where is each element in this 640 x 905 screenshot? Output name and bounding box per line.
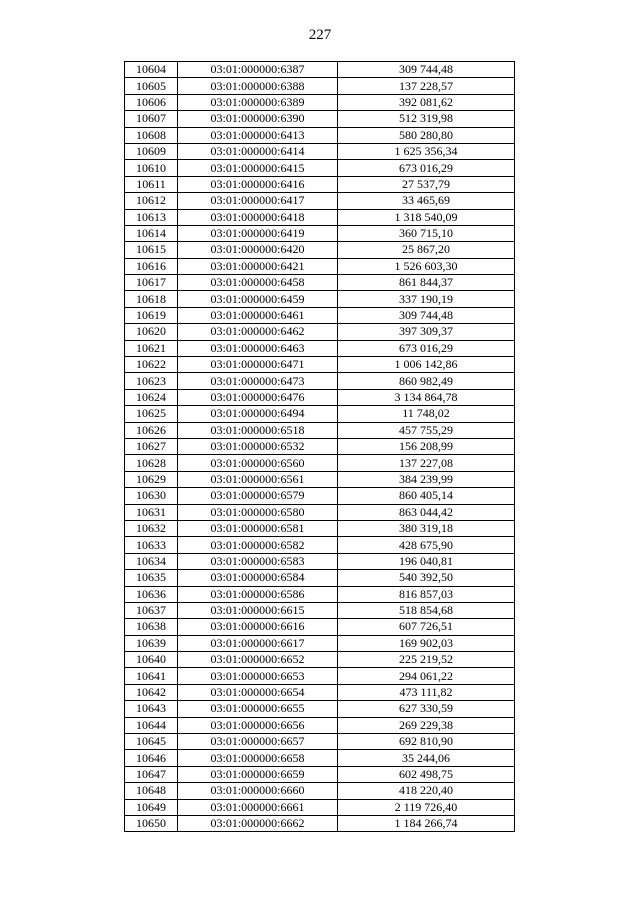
cadastral-value-cell: 1 006 142,86	[338, 357, 515, 373]
cadastral-number-cell: 03:01:000000:6416	[178, 176, 338, 192]
cadastral-value-cell: 196 040,81	[338, 553, 515, 569]
row-number-cell: 10645	[125, 734, 178, 750]
table-row	[125, 62, 515, 78]
cadastral-value-cell: 1 625 356,34	[338, 143, 515, 159]
cadastral-value-cell: 392 081,62	[338, 94, 515, 110]
row-number-cell: 10650	[125, 815, 178, 831]
row-number-cell: 10623	[125, 373, 178, 389]
table-row	[125, 209, 515, 225]
cadastral-value-cell: 294 061,22	[338, 668, 515, 684]
row-number-cell: 10640	[125, 652, 178, 668]
cadastral-number-cell: 03:01:000000:6389	[178, 94, 338, 110]
row-number-cell: 10627	[125, 438, 178, 454]
cadastral-number-cell: 03:01:000000:6656	[178, 717, 338, 733]
table-row	[125, 602, 515, 618]
cadastral-value-cell: 11 748,02	[338, 406, 515, 422]
cadastral-value-cell: 540 392,50	[338, 570, 515, 586]
cadastral-number-cell: 03:01:000000:6414	[178, 143, 338, 159]
cadastral-value-cell: 1 318 540,09	[338, 209, 515, 225]
cadastral-value-cell: 673 016,29	[338, 340, 515, 356]
table-row	[125, 127, 515, 143]
table-row	[125, 635, 515, 651]
cadastral-number-cell: 03:01:000000:6660	[178, 783, 338, 799]
row-number-cell: 10608	[125, 127, 178, 143]
row-number-cell: 10648	[125, 783, 178, 799]
cadastral-number-cell: 03:01:000000:6615	[178, 602, 338, 618]
row-number-cell: 10606	[125, 94, 178, 110]
cadastral-number-cell: 03:01:000000:6653	[178, 668, 338, 684]
cadastral-number-cell: 03:01:000000:6617	[178, 635, 338, 651]
cadastral-value-cell: 309 744,48	[338, 307, 515, 323]
row-number-cell: 10642	[125, 684, 178, 700]
row-number-cell: 10619	[125, 307, 178, 323]
table-row	[125, 488, 515, 504]
row-number-cell: 10632	[125, 520, 178, 536]
row-number-cell: 10613	[125, 209, 178, 225]
cadastral-value-cell: 860 982,49	[338, 373, 515, 389]
cadastral-value-cell: 337 190,19	[338, 291, 515, 307]
cadastral-number-cell: 03:01:000000:6584	[178, 570, 338, 586]
row-number-cell: 10637	[125, 602, 178, 618]
row-number-cell: 10612	[125, 193, 178, 209]
row-number-cell: 10618	[125, 291, 178, 307]
cadastral-value-cell: 428 675,90	[338, 537, 515, 553]
cadastral-value-cell: 512 319,98	[338, 111, 515, 127]
cadastral-value-cell: 861 844,37	[338, 275, 515, 291]
table-row	[125, 422, 515, 438]
cadastral-number-cell: 03:01:000000:6419	[178, 225, 338, 241]
cadastral-number-cell: 03:01:000000:6518	[178, 422, 338, 438]
table-row	[125, 619, 515, 635]
row-number-cell: 10626	[125, 422, 178, 438]
row-number-cell: 10636	[125, 586, 178, 602]
row-number-cell: 10634	[125, 553, 178, 569]
table-row	[125, 111, 515, 127]
row-number-cell: 10620	[125, 324, 178, 340]
cadastral-number-cell: 03:01:000000:6387	[178, 62, 338, 78]
table-row	[125, 324, 515, 340]
cadastral-value-cell: 518 854,68	[338, 602, 515, 618]
cadastral-number-cell: 03:01:000000:6655	[178, 701, 338, 717]
table-row	[125, 340, 515, 356]
table-row	[125, 307, 515, 323]
row-number-cell: 10638	[125, 619, 178, 635]
table-row	[125, 537, 515, 553]
row-number-cell: 10607	[125, 111, 178, 127]
cadastral-value-cell: 137 228,57	[338, 78, 515, 94]
table-row	[125, 225, 515, 241]
table-row	[125, 176, 515, 192]
row-number-cell: 10624	[125, 389, 178, 405]
cadastral-number-cell: 03:01:000000:6581	[178, 520, 338, 536]
row-number-cell: 10646	[125, 750, 178, 766]
cadastral-value-cell: 309 744,48	[338, 62, 515, 78]
cadastral-value-cell: 33 465,69	[338, 193, 515, 209]
cadastral-number-cell: 03:01:000000:6658	[178, 750, 338, 766]
row-number-cell: 10614	[125, 225, 178, 241]
cadastral-value-cell: 580 280,80	[338, 127, 515, 143]
row-number-cell: 10633	[125, 537, 178, 553]
page-number: 227	[308, 27, 332, 43]
table-row	[125, 94, 515, 110]
cadastral-number-cell: 03:01:000000:6417	[178, 193, 338, 209]
cadastral-value-cell: 473 111,82	[338, 684, 515, 700]
cadastral-number-cell: 03:01:000000:6388	[178, 78, 338, 94]
table-row	[125, 455, 515, 471]
cadastral-value-cell: 360 715,10	[338, 225, 515, 241]
cadastral-number-cell: 03:01:000000:6580	[178, 504, 338, 520]
cadastral-number-cell: 03:01:000000:6652	[178, 652, 338, 668]
table-row	[125, 160, 515, 176]
table-row	[125, 275, 515, 291]
cadastral-number-cell: 03:01:000000:6494	[178, 406, 338, 422]
table-row	[125, 684, 515, 700]
row-number-cell: 10611	[125, 176, 178, 192]
row-number-cell: 10609	[125, 143, 178, 159]
row-number-cell: 10605	[125, 78, 178, 94]
cadastral-number-cell: 03:01:000000:6583	[178, 553, 338, 569]
table-row	[125, 438, 515, 454]
row-number-cell: 10610	[125, 160, 178, 176]
cadastral-value-cell: 2 119 726,40	[338, 799, 515, 815]
row-number-cell: 10635	[125, 570, 178, 586]
table-row	[125, 701, 515, 717]
cadastral-number-cell: 03:01:000000:6418	[178, 209, 338, 225]
cadastral-value-cell: 225 219,52	[338, 652, 515, 668]
cadastral-value-cell: 863 044,42	[338, 504, 515, 520]
cadastral-value-cell: 692 810,90	[338, 734, 515, 750]
table-row	[125, 799, 515, 815]
row-number-cell: 10641	[125, 668, 178, 684]
table-row	[125, 783, 515, 799]
cadastral-number-cell: 03:01:000000:6586	[178, 586, 338, 602]
cadastral-value-cell: 1 184 266,74	[338, 815, 515, 831]
cadastral-number-cell: 03:01:000000:6459	[178, 291, 338, 307]
table-row	[125, 389, 515, 405]
table-body	[125, 62, 515, 832]
cadastral-value-cell: 816 857,03	[338, 586, 515, 602]
cadastral-value-cell: 137 227,08	[338, 455, 515, 471]
table-row	[125, 586, 515, 602]
cadastral-value-cell: 860 405,14	[338, 488, 515, 504]
table-row	[125, 258, 515, 274]
cadastral-number-cell: 03:01:000000:6476	[178, 389, 338, 405]
row-number-cell: 10631	[125, 504, 178, 520]
cadastral-value-cell: 156 208,99	[338, 438, 515, 454]
cadastral-number-cell: 03:01:000000:6560	[178, 455, 338, 471]
row-number-cell: 10644	[125, 717, 178, 733]
cadastral-number-cell: 03:01:000000:6462	[178, 324, 338, 340]
row-number-cell: 10647	[125, 766, 178, 782]
cadastral-value-cell: 25 867,20	[338, 242, 515, 258]
row-number-cell: 10615	[125, 242, 178, 258]
row-number-cell: 10622	[125, 357, 178, 373]
row-number-cell: 10643	[125, 701, 178, 717]
cadastral-number-cell: 03:01:000000:6616	[178, 619, 338, 635]
cadastral-number-cell: 03:01:000000:6463	[178, 340, 338, 356]
table-row	[125, 242, 515, 258]
cadastral-number-cell: 03:01:000000:6390	[178, 111, 338, 127]
cadastral-value-cell: 384 239,99	[338, 471, 515, 487]
table-row	[125, 652, 515, 668]
table-row	[125, 553, 515, 569]
cadastral-value-cell: 380 319,18	[338, 520, 515, 536]
table-row	[125, 78, 515, 94]
table-row	[125, 750, 515, 766]
table-row	[125, 815, 515, 831]
row-number-cell: 10621	[125, 340, 178, 356]
cadastral-number-cell: 03:01:000000:6413	[178, 127, 338, 143]
cadastral-value-cell: 607 726,51	[338, 619, 515, 635]
table-row	[125, 504, 515, 520]
cadastral-value-cell: 627 330,59	[338, 701, 515, 717]
cadastral-value-cell: 269 229,38	[338, 717, 515, 733]
cadastral-value-cell: 3 134 864,78	[338, 389, 515, 405]
cadastral-number-cell: 03:01:000000:6532	[178, 438, 338, 454]
table-row	[125, 668, 515, 684]
cadastral-value-cell: 602 498,75	[338, 766, 515, 782]
row-number-cell: 10628	[125, 455, 178, 471]
cadastral-value-cell: 418 220,40	[338, 783, 515, 799]
cadastral-number-cell: 03:01:000000:6661	[178, 799, 338, 815]
cadastral-value-cell: 397 309,37	[338, 324, 515, 340]
row-number-cell: 10649	[125, 799, 178, 815]
row-number-cell: 10625	[125, 406, 178, 422]
cadastral-number-cell: 03:01:000000:6473	[178, 373, 338, 389]
row-number-cell: 10604	[125, 62, 178, 78]
cadastral-number-cell: 03:01:000000:6458	[178, 275, 338, 291]
cadastral-number-cell: 03:01:000000:6654	[178, 684, 338, 700]
cadastral-number-cell: 03:01:000000:6420	[178, 242, 338, 258]
cadastral-number-cell: 03:01:000000:6415	[178, 160, 338, 176]
row-number-cell: 10629	[125, 471, 178, 487]
row-number-cell: 10630	[125, 488, 178, 504]
table-row	[125, 766, 515, 782]
cadastral-value-table	[124, 61, 515, 832]
cadastral-number-cell: 03:01:000000:6461	[178, 307, 338, 323]
table-row	[125, 373, 515, 389]
cadastral-value-cell: 1 526 603,30	[338, 258, 515, 274]
row-number-cell: 10616	[125, 258, 178, 274]
table-row	[125, 406, 515, 422]
table-row	[125, 143, 515, 159]
row-number-cell: 10617	[125, 275, 178, 291]
cadastral-number-cell: 03:01:000000:6659	[178, 766, 338, 782]
table-row	[125, 193, 515, 209]
cadastral-number-cell: 03:01:000000:6471	[178, 357, 338, 373]
cadastral-value-cell: 27 537,79	[338, 176, 515, 192]
cadastral-number-cell: 03:01:000000:6662	[178, 815, 338, 831]
cadastral-number-cell: 03:01:000000:6582	[178, 537, 338, 553]
table-row	[125, 520, 515, 536]
cadastral-number-cell: 03:01:000000:6657	[178, 734, 338, 750]
cadastral-value-cell: 673 016,29	[338, 160, 515, 176]
table-row	[125, 734, 515, 750]
row-number-cell: 10639	[125, 635, 178, 651]
cadastral-value-cell: 35 244,06	[338, 750, 515, 766]
cadastral-value-cell: 457 755,29	[338, 422, 515, 438]
cadastral-number-cell: 03:01:000000:6579	[178, 488, 338, 504]
table-row	[125, 471, 515, 487]
table-row	[125, 357, 515, 373]
cadastral-number-cell: 03:01:000000:6421	[178, 258, 338, 274]
table-row	[125, 291, 515, 307]
cadastral-number-cell: 03:01:000000:6561	[178, 471, 338, 487]
table-row	[125, 570, 515, 586]
cadastral-value-cell: 169 902,03	[338, 635, 515, 651]
table-row	[125, 717, 515, 733]
